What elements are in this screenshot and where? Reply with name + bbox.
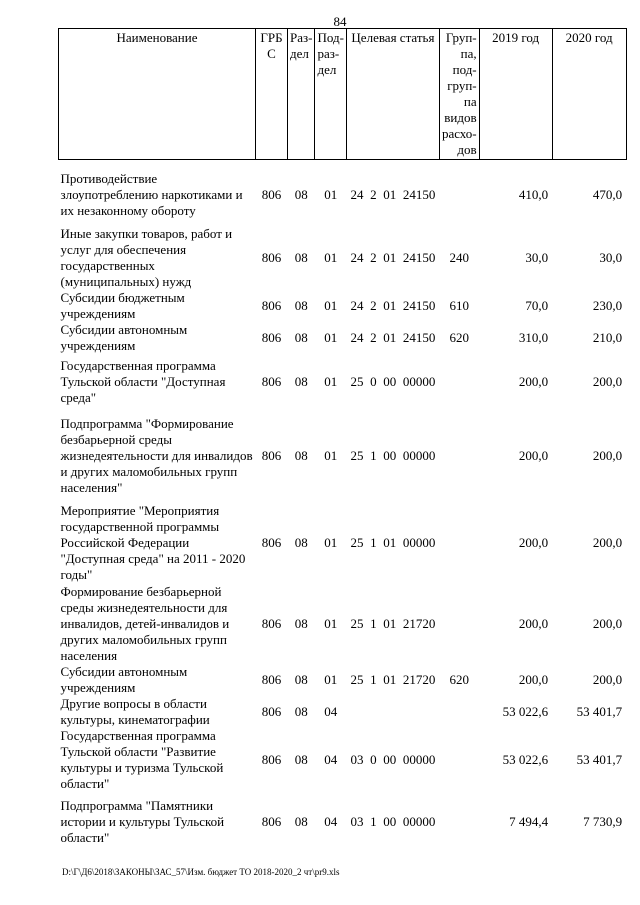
cs-direction: 24150	[402, 250, 436, 265]
row-2020: 200,0	[592, 448, 623, 463]
row-2019: 200,0	[518, 374, 549, 389]
row-expense-type	[439, 792, 479, 852]
row-expense-type	[439, 502, 479, 584]
row-razdel: 08	[294, 814, 308, 829]
row-target-article	[346, 164, 439, 226]
row-name: Субсидии автономным учреждениям	[60, 322, 188, 353]
row-razdel: 08	[294, 752, 308, 767]
row-razdel: 08	[294, 330, 308, 345]
row-podrazdel: 04	[324, 752, 338, 767]
row-target-article	[346, 226, 439, 290]
header-target-article: Целевая статья	[346, 29, 439, 160]
header-2019: 2019 год	[479, 29, 552, 160]
row-razdel: 08	[294, 535, 308, 550]
row-razdel: 08	[294, 448, 308, 463]
cs-program: 25	[350, 616, 364, 631]
cs-program: 24	[350, 250, 364, 265]
cs-direction: 00000	[402, 535, 436, 550]
cs-subprogram: 0	[370, 752, 377, 767]
row-razdel: 08	[294, 298, 308, 313]
cs-subprogram: 1	[370, 616, 377, 631]
row-grbs: 806	[261, 330, 282, 345]
cs-program: 03	[350, 752, 364, 767]
row-2019: 53 022,6	[502, 704, 549, 719]
row-2019: 200,0	[518, 448, 549, 463]
header-grbs: ГРБ С	[256, 29, 288, 160]
row-expense-type	[439, 584, 479, 664]
row-name: Подпрограмма "Памятники истории и культуры Тульской области"	[60, 798, 225, 845]
row-target-article	[346, 664, 439, 696]
row-name: Иные закупки товаров, работ и услуг для обеспечения государственных (муниципальных) нужд	[60, 226, 233, 289]
table-row	[59, 792, 627, 852]
row-2020: 210,0	[592, 330, 623, 345]
row-2019: 200,0	[518, 616, 549, 631]
table-row	[59, 354, 627, 410]
row-target-article	[346, 290, 439, 322]
cs-event: 01	[383, 672, 397, 687]
table-row	[59, 664, 627, 696]
cs-program: 24	[350, 330, 364, 345]
row-2019: 310,0	[518, 330, 549, 345]
row-podrazdel: 01	[324, 250, 338, 265]
cs-subprogram: 1	[370, 535, 377, 550]
row-razdel: 08	[294, 616, 308, 631]
cs-event: 00	[383, 374, 397, 389]
row-podrazdel: 01	[324, 535, 338, 550]
cs-event: 01	[383, 535, 397, 550]
row-2019: 200,0	[518, 672, 549, 687]
cs-subprogram: 2	[370, 298, 377, 313]
row-expense-type	[439, 164, 479, 226]
row-expense-type	[439, 410, 479, 502]
row-2020: 230,0	[592, 298, 623, 313]
row-name: Подпрограмма "Формирование безбарьерной среды жизнедеятельности для инвалидов и других маломобильных групп населения"	[60, 416, 253, 495]
row-grbs: 806	[261, 250, 282, 265]
table-row	[59, 696, 627, 728]
header-razdel: Раз-дел	[288, 29, 315, 160]
row-grbs: 806	[261, 752, 282, 767]
row-name: Противодействие злоупотреблению наркотиками и их незаконному обороту	[60, 171, 243, 218]
row-2020: 200,0	[592, 535, 623, 550]
row-2020: 53 401,7	[576, 752, 623, 767]
row-grbs: 806	[261, 374, 282, 389]
cs-event: 01	[383, 616, 397, 631]
row-expense-type: 620	[449, 672, 470, 687]
row-podrazdel: 01	[324, 187, 338, 202]
cs-direction: 00000	[402, 814, 436, 829]
row-grbs: 806	[261, 672, 282, 687]
cs-direction: 00000	[402, 374, 436, 389]
row-2019: 7 494,4	[509, 814, 549, 829]
cs-event: 00	[383, 752, 397, 767]
row-2020: 30,0	[599, 250, 623, 265]
table-body	[59, 160, 627, 853]
row-podrazdel: 01	[324, 374, 338, 389]
cs-direction: 00000	[402, 752, 436, 767]
row-grbs: 806	[261, 535, 282, 550]
row-name: Мероприятие "Мероприятия государственной программы Российской Федерации "Доступная среда" на 2011 - 2020 годы"	[60, 503, 246, 582]
table-header-row	[59, 29, 627, 160]
row-2020: 470,0	[592, 187, 623, 202]
row-grbs: 806	[261, 448, 282, 463]
cs-event: 01	[383, 187, 397, 202]
table-row	[59, 502, 627, 584]
row-target-article	[346, 792, 439, 852]
row-expense-type: 610	[449, 298, 470, 313]
row-podrazdel: 04	[324, 814, 338, 829]
row-grbs: 806	[261, 814, 282, 829]
row-expense-type	[439, 728, 479, 792]
cs-event: 00	[383, 814, 397, 829]
cs-subprogram: 1	[370, 672, 377, 687]
row-podrazdel: 01	[324, 616, 338, 631]
row-name: Государственная программа Тульской области "Развитие культуры и туризма Тульской области"	[60, 728, 224, 791]
row-name: Субсидии автономным учреждениям	[60, 664, 188, 695]
row-expense-type	[439, 696, 479, 728]
cs-direction: 00000	[402, 448, 436, 463]
header-2020: 2020 год	[552, 29, 626, 160]
file-path-footer: D:\Г\Д6\2018\ЗАКОНЫ\ЗАС_57\Изм. бюджет ТО 2018-2020_2 чт\pr9.xls	[62, 867, 340, 877]
row-2019: 200,0	[518, 535, 549, 550]
row-podrazdel: 04	[324, 704, 338, 719]
row-razdel: 08	[294, 704, 308, 719]
table-row	[59, 290, 627, 322]
cs-event: 01	[383, 330, 397, 345]
table-row	[59, 226, 627, 290]
row-razdel: 08	[294, 250, 308, 265]
row-target-article	[346, 728, 439, 792]
row-2019: 70,0	[525, 298, 549, 313]
page-number: 84	[333, 14, 347, 29]
row-podrazdel: 01	[324, 330, 338, 345]
cs-program: 25	[350, 535, 364, 550]
row-2020: 53 401,7	[576, 704, 623, 719]
cs-subprogram: 2	[370, 330, 377, 345]
row-target-article	[346, 354, 439, 410]
row-razdel: 08	[294, 374, 308, 389]
table-row	[59, 410, 627, 502]
row-podrazdel: 01	[324, 672, 338, 687]
cs-program: 24	[350, 298, 364, 313]
row-2020: 200,0	[592, 374, 623, 389]
cs-program: 25	[350, 448, 364, 463]
row-grbs: 806	[261, 298, 282, 313]
cs-program: 25	[350, 374, 364, 389]
row-target-article	[346, 584, 439, 664]
row-grbs: 806	[261, 616, 282, 631]
row-expense-type: 240	[449, 250, 470, 265]
cs-event: 01	[383, 298, 397, 313]
cs-subprogram: 2	[370, 187, 377, 202]
row-name: Другие вопросы в области культуры, кинематографии	[60, 696, 210, 727]
cs-event: 01	[383, 250, 397, 265]
table-row	[59, 584, 627, 664]
row-razdel: 08	[294, 672, 308, 687]
cs-subprogram: 1	[370, 448, 377, 463]
row-2020: 7 730,9	[583, 814, 623, 829]
table-row	[59, 164, 627, 226]
cs-subprogram: 0	[370, 374, 377, 389]
cs-subprogram: 1	[370, 814, 377, 829]
cs-program: 25	[350, 672, 364, 687]
cs-program: 03	[350, 814, 364, 829]
row-name: Государственная программа Тульской области "Доступная среда"	[60, 358, 226, 405]
row-name: Субсидии бюджетным учреждениям	[60, 290, 185, 321]
row-target-article	[346, 322, 439, 354]
row-grbs: 806	[261, 187, 282, 202]
budget-table	[58, 28, 627, 852]
cs-direction: 24150	[402, 330, 436, 345]
row-expense-type: 620	[449, 330, 470, 345]
header-name: Наименование	[59, 29, 256, 160]
cs-subprogram: 2	[370, 250, 377, 265]
row-name: Формирование безбарьерной среды жизнедеятельности для инвалидов, детей-инвалидов и других маломобильных групп населения	[60, 584, 230, 663]
cs-event: 00	[383, 448, 397, 463]
cs-direction: 21720	[402, 616, 436, 631]
row-2019: 30,0	[525, 250, 549, 265]
row-podrazdel: 01	[324, 298, 338, 313]
row-target-article	[346, 696, 439, 728]
table-row	[59, 322, 627, 354]
row-target-article	[346, 410, 439, 502]
cs-direction: 24150	[402, 298, 436, 313]
header-expense-type: Груп-па, под-груп-па видов расхо-дов	[439, 29, 479, 160]
header-podrazdel: Под-раз-дел	[315, 29, 346, 160]
row-target-article	[346, 502, 439, 584]
row-razdel: 08	[294, 187, 308, 202]
row-2020: 200,0	[592, 616, 623, 631]
cs-direction: 21720	[402, 672, 436, 687]
row-grbs: 806	[261, 704, 282, 719]
row-2020: 200,0	[592, 672, 623, 687]
row-2019: 53 022,6	[502, 752, 549, 767]
row-expense-type	[439, 354, 479, 410]
row-2019: 410,0	[518, 187, 549, 202]
table-row	[59, 728, 627, 792]
cs-program: 24	[350, 187, 364, 202]
row-podrazdel: 01	[324, 448, 338, 463]
cs-direction: 24150	[402, 187, 436, 202]
